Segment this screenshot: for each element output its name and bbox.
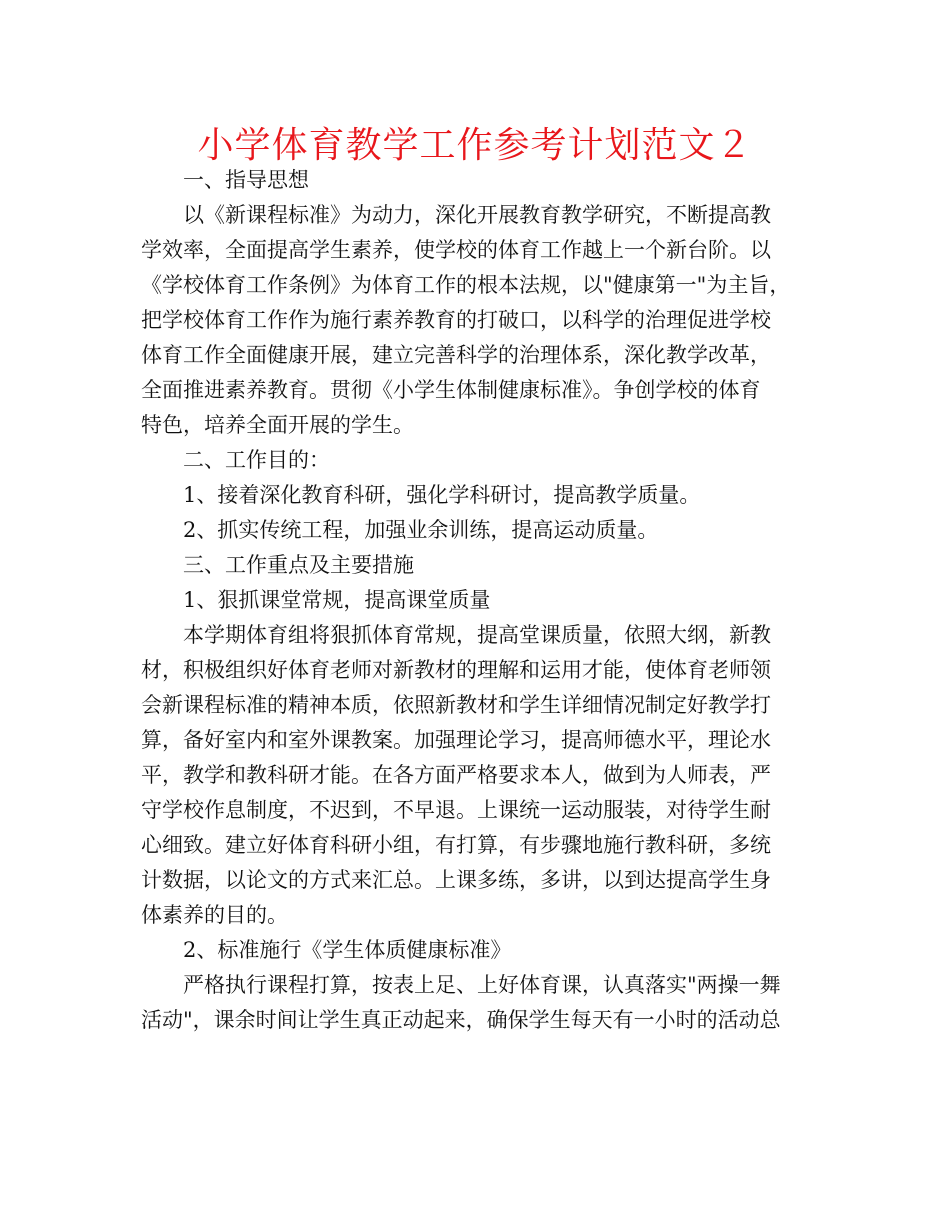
text-line: 体素养的目的。 <box>141 903 288 927</box>
text-line: 以《新课程标准》为动力，深化开展教育教学研究，不断提高教 <box>183 203 771 227</box>
paragraph-classroom-routine <box>141 618 813 933</box>
text-line: 二、工作目的： <box>183 448 330 472</box>
text-line: 严格执行课程打算，按表上足、上好体育课，认真落实"两操一舞 <box>183 973 781 997</box>
text-line: 本学期体育组将狠抓体育常规，提高堂课质量，依照大纲，新教 <box>183 623 771 647</box>
text-line: 三、工作重点及主要措施 <box>183 553 414 577</box>
subheading-classroom-routine <box>141 583 813 618</box>
text-line: 心细致。建立好体育科研小组，有打算，有步骤地施行教科研，多统 <box>141 833 771 857</box>
text-line: 2、标准施行《学生体质健康标准》 <box>183 938 512 962</box>
text-line: 特色，培养全面开展的学生。 <box>141 413 414 437</box>
section-heading-work-goals <box>141 443 813 478</box>
text-line: 学效率，全面提高学生素养，使学校的体育工作越上一个新台阶。以 <box>141 238 771 262</box>
text-line: 2、抓实传统工程，加强业余训练，提高运动质量。 <box>183 518 659 542</box>
list-item-goal-1 <box>141 478 813 513</box>
text-line: 1、狠抓课堂常规，提高课堂质量 <box>183 588 491 612</box>
text-line: 计数据，以论文的方式来汇总。上课多练，多讲，以到达提高学生身 <box>141 868 771 892</box>
text-line: 《学校体育工作条例》为体育工作的根本法规，以"健康第一"为主旨， <box>141 273 791 297</box>
text-line: 体育工作全面健康开展，建立完善科学的治理体系，深化教学改革， <box>141 343 771 367</box>
text-line: 一、指导思想 <box>183 168 309 192</box>
document-body <box>141 163 813 1038</box>
text-line: 材，积极组织好体育老师对新教材的理解和运用才能，使体育老师领 <box>141 658 771 682</box>
text-line: 全面推进素养教育。贯彻《小学生体制健康标准》。争创学校的体育 <box>141 378 761 402</box>
text-line: 平，教学和教科研才能。在各方面严格要求本人，做到为人师表，严 <box>141 763 771 787</box>
section-heading-key-measures <box>141 548 813 583</box>
text-line: 把学校体育工作作为施行素养教育的打破口，以科学的治理促进学校 <box>141 308 771 332</box>
document-title: 小学体育教学工作参考计划范文２ <box>197 125 753 166</box>
section-heading-guiding-thought <box>141 163 813 198</box>
text-line: 算，备好室内和室外课教案。加强理论学习，提高师德水平，理论水 <box>141 728 771 752</box>
text-line: 会新课程标准的精神本质，依照新教材和学生详细情况制定好教学打 <box>141 693 771 717</box>
text-line: 守学校作息制度，不迟到，不早退。上课统一运动服装，对待学生耐 <box>141 798 771 822</box>
list-item-goal-2 <box>141 513 813 548</box>
paragraph-guiding-thought <box>141 198 813 443</box>
paragraph-health-standard <box>141 968 813 1038</box>
text-line: 活动"，课余时间让学生真正动起来，确保学生每天有一小时的活动总 <box>141 1008 781 1032</box>
text-line: 1、接着深化教育科研，强化学科研讨，提高教学质量。 <box>183 483 701 507</box>
subheading-health-standard <box>141 933 813 968</box>
